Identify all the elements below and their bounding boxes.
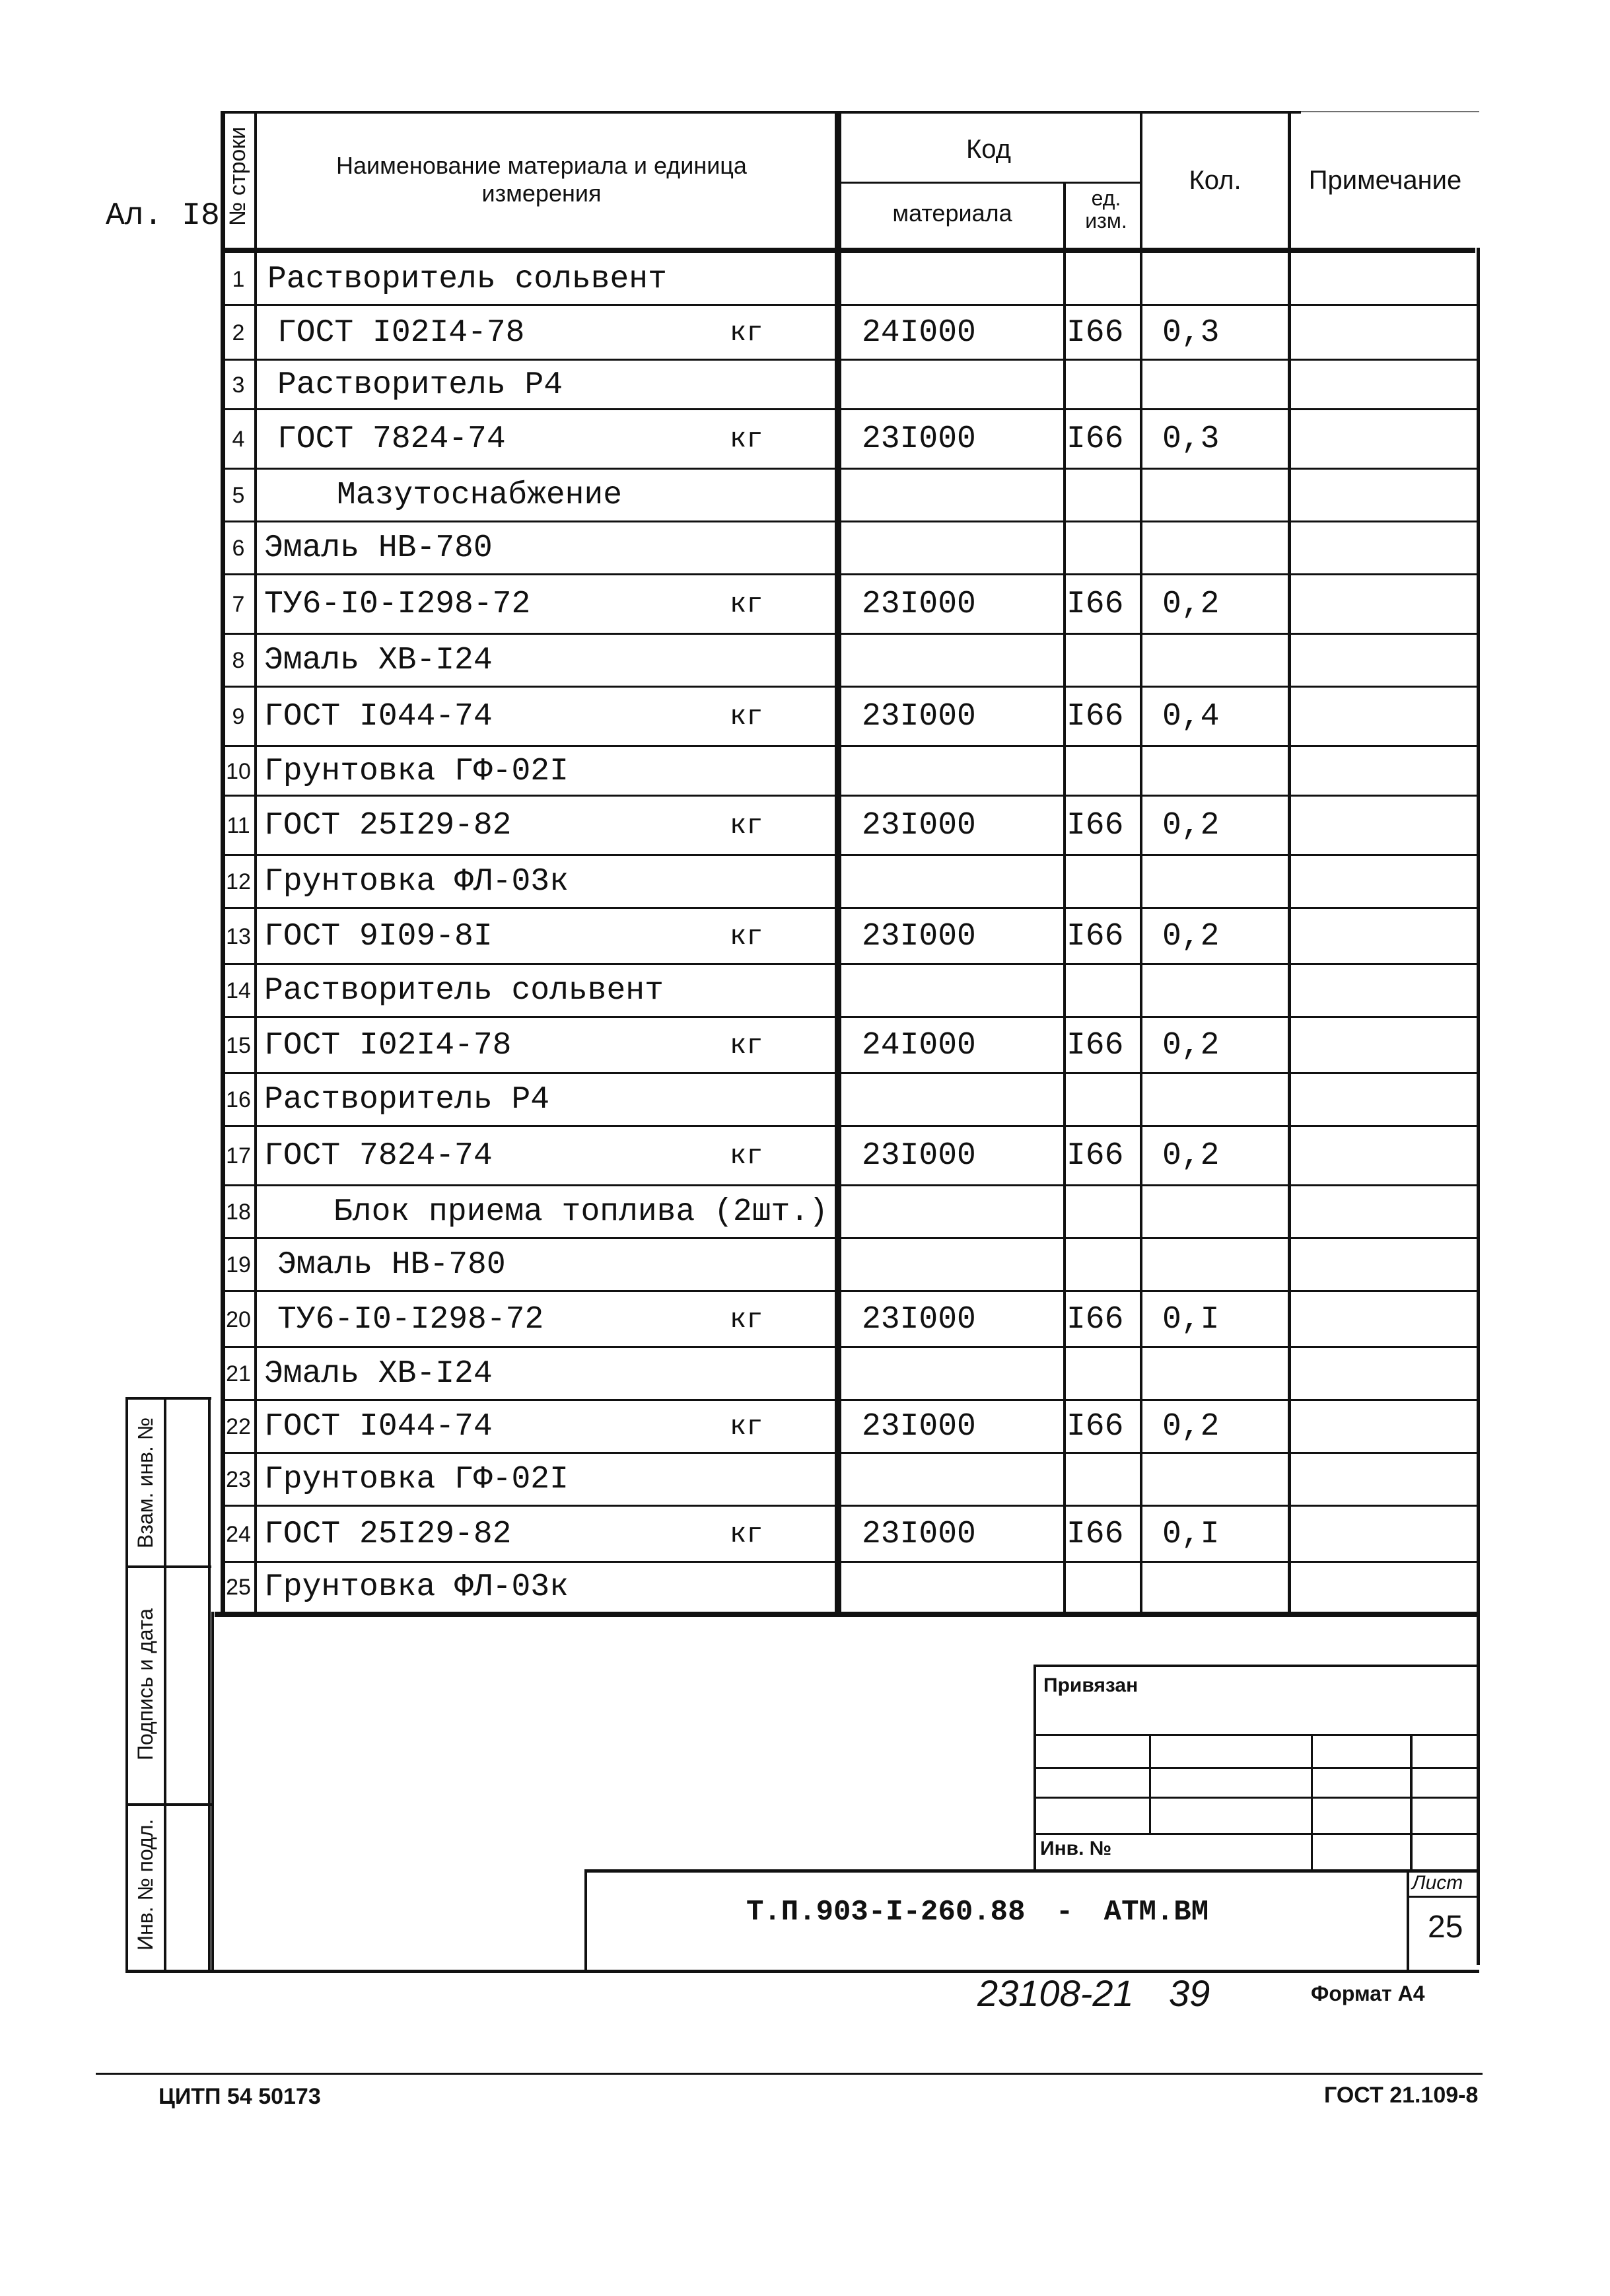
row-divider <box>221 408 1477 410</box>
material-name: Растворитель Р4 <box>277 367 563 403</box>
row-divider <box>221 1399 1477 1401</box>
stamp-outer-left <box>125 1397 128 1972</box>
tb-main-top <box>584 1869 1479 1873</box>
tb-inv-no: Инв. № <box>1040 1838 1112 1859</box>
material-code: 23I000 <box>862 1301 976 1338</box>
row-divider <box>221 907 1477 909</box>
material-name: ТУ6-I0-I298-72 <box>277 1301 544 1338</box>
material-code: 24I000 <box>862 1027 976 1063</box>
header-bottom <box>221 248 1475 253</box>
material-name: ТУ6-I0-I298-72 <box>264 587 531 622</box>
row-number: 25 <box>226 1574 251 1600</box>
frame-right <box>1477 248 1480 1965</box>
quantity: 0,2 <box>1162 1027 1220 1063</box>
material-code: 23I000 <box>862 808 976 843</box>
unit-code: I66 <box>1067 699 1124 735</box>
material-name: ГОСТ 25I29-82 <box>264 1516 512 1552</box>
col-name-right <box>835 111 841 1617</box>
row-divider <box>221 1452 1477 1454</box>
unit: кг <box>730 316 763 349</box>
unit: кг <box>730 1140 763 1172</box>
row-divider <box>221 963 1477 965</box>
material-name: ГОСТ 7824-74 <box>277 421 506 457</box>
row-divider <box>221 795 1477 797</box>
material-name: Грунтовка ГФ-02I <box>264 753 569 789</box>
material-name: ГОСТ I02I4-78 <box>277 314 525 351</box>
tb-designation: Т.П.903-I-260.88 - АТМ.ВМ <box>746 1896 1209 1929</box>
row-divider <box>221 359 1477 361</box>
row-number: 4 <box>232 427 245 452</box>
material-name: ГОСТ 25I29-82 <box>264 808 512 843</box>
tb-privyazan-top <box>1033 1665 1479 1667</box>
footer-right: ГОСТ 21.109-8 <box>1324 2083 1479 2108</box>
quantity: 0,3 <box>1162 421 1220 457</box>
quantity: 0,4 <box>1162 699 1220 735</box>
material-name: Грунтовка ГФ-02I <box>264 1462 569 1497</box>
quantity: 0,2 <box>1162 1138 1220 1174</box>
material-code: 23I000 <box>862 918 976 954</box>
material-name: Эмаль ХВ-I24 <box>264 1356 493 1392</box>
header-code: Код <box>965 135 1011 164</box>
stamp-inv-podl: Инв. № подл. <box>133 1818 157 1951</box>
row-divider <box>221 1184 1477 1186</box>
format-label: Формат А4 <box>1311 1982 1425 2005</box>
material-name: ГОСТ I044-74 <box>264 1409 493 1445</box>
material-code: 23I000 <box>862 1138 976 1174</box>
col-num-right <box>254 111 257 1617</box>
material-name: Блок приема топлива (2шт.) <box>333 1194 828 1230</box>
row-number: 22 <box>226 1414 251 1439</box>
unit: кг <box>730 1303 763 1336</box>
unit-code: I66 <box>1067 808 1124 843</box>
stamp-top <box>125 1397 211 1400</box>
unit-code: I66 <box>1067 421 1124 457</box>
row-number: 3 <box>232 372 245 398</box>
header-code-unit: ед. изм. <box>1085 186 1127 233</box>
row-number: 12 <box>226 869 251 894</box>
quantity: 0,I <box>1162 1301 1220 1338</box>
unit-code: I66 <box>1067 314 1124 351</box>
tb-main-left <box>584 1869 587 1972</box>
material-code: 24I000 <box>862 314 976 351</box>
frame-bottom <box>125 1970 1479 1973</box>
footer-left: ЦИТП 54 50173 <box>158 2084 321 2109</box>
stamp-inner-left <box>164 1397 166 1972</box>
material-name: Растворитель Р4 <box>264 1082 550 1118</box>
material-name: ГОСТ 7824-74 <box>264 1138 493 1174</box>
row-divider <box>221 745 1477 747</box>
header-note: Примечание <box>1308 166 1462 195</box>
row-number: 15 <box>226 1032 251 1058</box>
unit-code: I66 <box>1067 1301 1124 1338</box>
frame-top <box>221 111 1301 114</box>
quantity: 0,2 <box>1162 1409 1220 1445</box>
row-divider <box>221 1125 1477 1127</box>
row-divider <box>221 1072 1477 1074</box>
tb-col-3 <box>1410 1734 1413 1869</box>
row-divider <box>221 1346 1477 1348</box>
footer-rule <box>96 2073 1483 2075</box>
unit: кг <box>730 1029 763 1061</box>
tb-col-2 <box>1311 1734 1313 1869</box>
row-number: 10 <box>226 758 251 784</box>
col-eu-right <box>1140 111 1142 1617</box>
material-name: Эмаль НВ-780 <box>264 530 493 566</box>
row-number: 23 <box>226 1467 251 1492</box>
unit: кг <box>730 701 763 733</box>
row-number: 19 <box>226 1252 251 1277</box>
quantity: 0,2 <box>1162 587 1220 622</box>
header-qty: Кол. <box>1189 166 1242 195</box>
row-divider <box>221 468 1477 470</box>
header-row-no: № строки <box>225 126 250 226</box>
stamp-div-2 <box>125 1803 211 1806</box>
row-divider <box>221 686 1477 688</box>
handwritten-number: 23108-21 <box>977 1972 1134 2014</box>
material-name: Эмаль ХВ-I24 <box>264 643 493 678</box>
material-name: Грунтовка ФЛ-03к <box>264 864 569 900</box>
row-number: 6 <box>232 536 245 561</box>
material-name: Растворитель сольвент <box>267 261 667 297</box>
material-name: Грунтовка ФЛ-03к <box>264 1569 569 1605</box>
tb-list-sep <box>1407 1896 1479 1898</box>
material-name: ГОСТ 9I09-8I <box>264 918 493 954</box>
row-number: 24 <box>226 1521 251 1547</box>
row-number: 9 <box>232 704 245 729</box>
row-divider <box>221 573 1477 575</box>
row-number: 2 <box>232 320 245 345</box>
unit-code: I66 <box>1067 918 1124 954</box>
page-number: 39 <box>1169 1972 1210 2014</box>
material-name: Растворитель сольвент <box>264 973 664 1009</box>
row-divider <box>221 1561 1477 1563</box>
row-number: 18 <box>226 1200 251 1225</box>
stamp-right <box>208 1397 211 1972</box>
material-code: 23I000 <box>862 421 976 457</box>
stamp-div-1 <box>125 1565 211 1568</box>
tb-col-1 <box>1149 1734 1151 1833</box>
row-number: 13 <box>226 923 251 949</box>
row-number: 17 <box>226 1143 251 1168</box>
row-number: 21 <box>226 1361 251 1386</box>
row-number: 7 <box>232 592 245 617</box>
row-divider <box>221 520 1477 522</box>
frame-left-lower <box>211 1612 214 1972</box>
row-number: 11 <box>227 813 250 838</box>
row-number: 8 <box>232 648 245 673</box>
material-code: 23I000 <box>862 1409 976 1445</box>
quantity: 0,2 <box>1162 918 1220 954</box>
quantity: 0,I <box>1162 1516 1220 1552</box>
material-code: 23I000 <box>862 587 976 622</box>
material-code: 23I000 <box>862 1516 976 1552</box>
unit-code: I66 <box>1067 1516 1124 1552</box>
row-divider <box>221 854 1477 856</box>
sheet-ref: Ал. I8 <box>106 198 220 234</box>
tb-list-left <box>1407 1869 1409 1972</box>
unit: кг <box>730 810 763 842</box>
unit: кг <box>730 589 763 620</box>
stamp-podpis-data: Подпись и дата <box>133 1608 157 1761</box>
col-qty-right <box>1288 111 1291 1617</box>
material-name: ГОСТ I02I4-78 <box>264 1027 512 1063</box>
row-number: 16 <box>226 1087 251 1112</box>
quantity: 0,2 <box>1162 808 1220 843</box>
row-divider <box>221 304 1477 306</box>
unit: кг <box>730 423 763 455</box>
quantity: 0,3 <box>1162 314 1220 351</box>
row-divider <box>221 633 1477 635</box>
unit-code: I66 <box>1067 587 1124 622</box>
row-number: 1 <box>232 266 245 292</box>
tb-list-no: 25 <box>1428 1910 1463 1945</box>
material-code: 23I000 <box>862 699 976 735</box>
material-name: Мазутоснабжение <box>337 478 623 513</box>
stamp-vzam-inv: Взам. инв. № <box>133 1417 157 1549</box>
unit: кг <box>730 1411 763 1443</box>
tb-privyazan: Привязан <box>1043 1674 1138 1696</box>
row-divider <box>221 1237 1477 1239</box>
row-number: 5 <box>232 483 245 508</box>
row-divider <box>221 1016 1477 1018</box>
tb-list-label: Лист <box>1412 1872 1463 1894</box>
note-top-dash <box>1291 111 1479 112</box>
header-code-material: материала <box>892 199 1012 227</box>
code-subdivider <box>835 182 1142 184</box>
unit-code: I66 <box>1067 1027 1124 1063</box>
row-number: 14 <box>226 978 251 1003</box>
row-divider <box>221 1505 1477 1507</box>
unit-code: I66 <box>1067 1138 1124 1174</box>
material-name: ГОСТ I044-74 <box>264 699 493 735</box>
unit-code: I66 <box>1067 1409 1124 1445</box>
unit: кг <box>730 920 763 952</box>
material-name: Эмаль НВ-780 <box>277 1247 506 1283</box>
unit: кг <box>730 1518 763 1550</box>
row-number: 20 <box>226 1307 251 1332</box>
row-divider <box>221 1290 1477 1292</box>
header-name: Наименование материала и единица измерения <box>336 152 747 207</box>
